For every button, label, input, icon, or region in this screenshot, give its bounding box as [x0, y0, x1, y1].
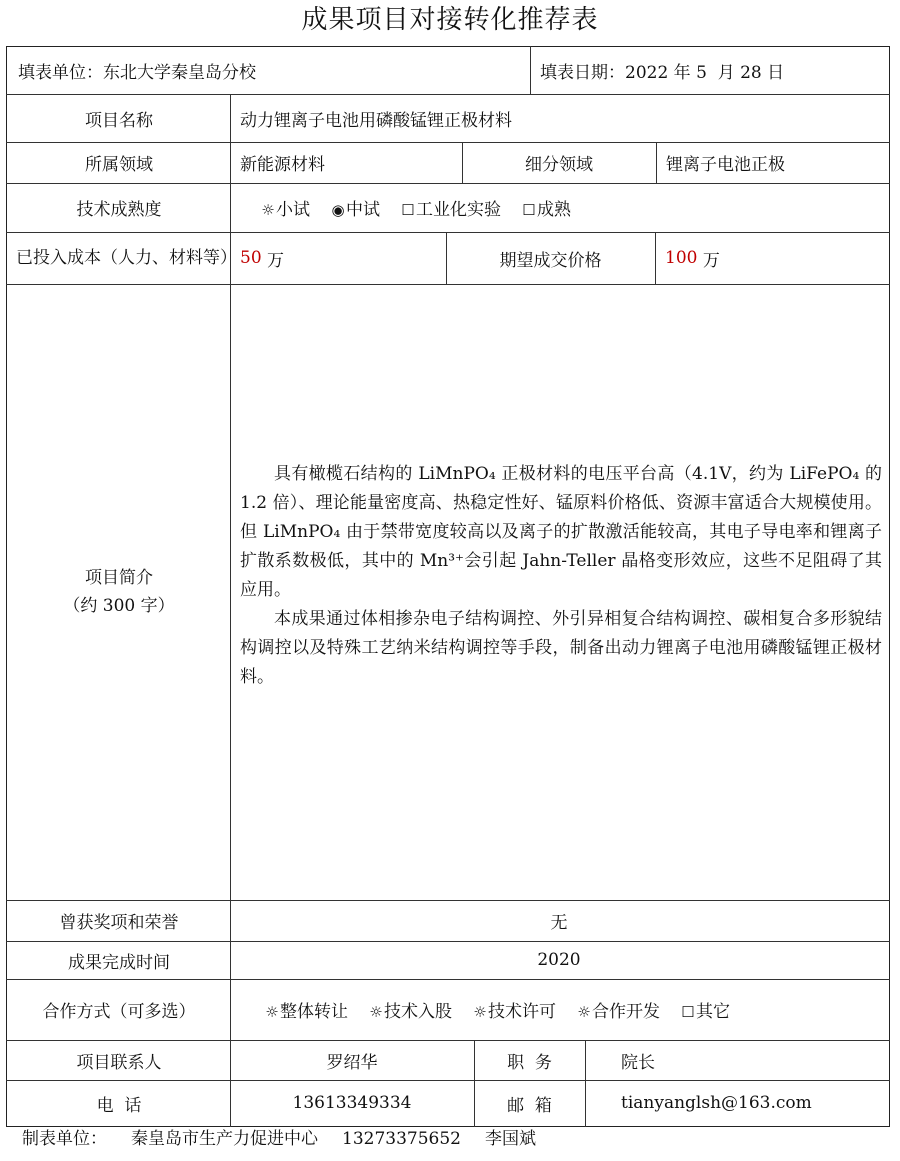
option-text: 工业化实验: [416, 200, 501, 220]
project-name-label: 项目名称: [85, 110, 153, 131]
cost-unit: 万: [267, 250, 285, 271]
option-text: 其它: [696, 1002, 730, 1022]
field-label: 所属领域: [85, 155, 153, 175]
sun-icon: ☼: [261, 201, 275, 219]
option-text: 成熟: [537, 200, 571, 220]
maturity-label: 技术成熟度: [76, 200, 162, 220]
position-label: 职 务: [507, 1052, 552, 1073]
option-text: 技术许可: [488, 1002, 556, 1022]
email-value: tianyanglsh@163.com: [621, 1093, 812, 1113]
intro-text: [240, 460, 882, 692]
cost-amount: 50: [240, 248, 262, 268]
expected-price-label: 期望成交价格: [499, 250, 602, 271]
expected-price-unit: 万: [702, 250, 720, 271]
sun-icon: ☼: [473, 1003, 487, 1021]
option-text: 技术入股: [384, 1002, 452, 1022]
sun-icon: ☼: [369, 1003, 383, 1021]
sun-icon: ☼: [577, 1003, 591, 1021]
project-name-value: 动力锂离子电池用磷酸锰锂正极材料: [240, 110, 512, 131]
expected-price-value: [655, 232, 888, 284]
form-title: 成果项目对接转化推荐表: [301, 5, 599, 35]
checkbox-icon: ☐: [681, 1003, 695, 1021]
fill-date-label: 填表日期：: [540, 62, 625, 83]
completion-label: 成果完成时间: [68, 952, 170, 973]
coop-option-transfer[interactable]: [264, 997, 348, 1022]
phone-value: 13613349334: [292, 1093, 412, 1113]
phone-label: 电 话: [96, 1095, 142, 1116]
footer-person: 李国斌: [484, 1129, 536, 1149]
radio-selected-icon: ◉: [331, 201, 345, 219]
intro-paragraph-1: 具有橄榄石结构的 LiMnPO₄ 正极材料的电压平台高（4.1V，约为 LiFePO₄ 的 1.2 倍）、理论能量密度高、热稳定性好、锰原料价格低、资源丰富适合大规模使用。但 LiMnPO₄ 由于禁带宽度较高以及离子的扩散激活能较高，其电子导电率和锂离子扩散系数极低，其中的 Mn³⁺会引起 Jahn-Teller 晶格变形效应，这些不足阻碍了其应用。: [240, 464, 882, 600]
footer-phone: 13273375652: [342, 1129, 461, 1149]
intro-label-sub: （约 300 字）: [63, 596, 175, 616]
coop-option-other[interactable]: [680, 997, 730, 1022]
option-text: 合作开发: [592, 1002, 660, 1022]
footer-maker: 秦皇岛市生产力促进中心: [131, 1129, 318, 1149]
awards-value: 无: [550, 913, 568, 933]
intro-label-main: 项目简介: [85, 568, 153, 588]
awards-label: 曾获奖项和荣誉: [59, 913, 179, 933]
intro-label: [8, 284, 230, 900]
fill-unit: [8, 46, 530, 94]
option-text: 中试: [346, 200, 380, 220]
intro-paragraph-2: 本成果通过体相掺杂电子结构调控、外引异相复合结构调控、碳相复合多形貌结构调控以及特殊工艺纳米结构调控等手段，制备出动力锂离子电池用磷酸锰锂正极材料。: [240, 609, 882, 687]
coop-option-license[interactable]: [472, 997, 556, 1022]
email-label: 邮 箱: [507, 1095, 552, 1116]
fill-unit-label: 填表单位：: [18, 62, 103, 83]
contact-name: 罗绍华: [326, 1052, 378, 1073]
option-text: 整体转让: [280, 1002, 348, 1022]
sun-icon: ☼: [265, 1003, 279, 1021]
fill-unit-value: 东北大学秦皇岛分校: [103, 62, 256, 83]
checkbox-icon: ☐: [401, 201, 415, 219]
expected-price-amount: 100: [665, 248, 698, 268]
maturity-option-industrial[interactable]: [400, 195, 501, 220]
checkbox-icon: ☐: [522, 201, 536, 219]
position-value: 院长: [621, 1052, 655, 1073]
sub-field-value: 锂离子电池正极: [666, 155, 785, 175]
field-value: 新能源材料: [240, 155, 325, 175]
option-text: 小试: [276, 200, 310, 220]
completion-value: 2020: [537, 950, 581, 970]
cooperation-label: 合作方式（可多选）: [42, 1002, 196, 1022]
fill-date: [530, 46, 888, 94]
maturity-option-mature[interactable]: [521, 195, 571, 220]
maturity-option-pilot-small[interactable]: [260, 195, 310, 220]
coop-option-equity[interactable]: [368, 997, 452, 1022]
maturity-options: [250, 183, 888, 232]
cost-label: 已投入成本（人力、材料等）: [16, 248, 237, 268]
fill-date-value: 2022 年 5 月 28 日: [625, 62, 785, 83]
footer: [22, 1126, 560, 1152]
footer-maker-label: 制表单位：: [22, 1129, 107, 1149]
contact-label: 项目联系人: [76, 1052, 162, 1073]
cost-value: [230, 232, 446, 284]
cooperation-options: [254, 979, 888, 1040]
coop-option-joint[interactable]: [576, 997, 660, 1022]
maturity-option-pilot[interactable]: [330, 195, 380, 220]
sub-field-label: 细分领域: [525, 155, 593, 175]
